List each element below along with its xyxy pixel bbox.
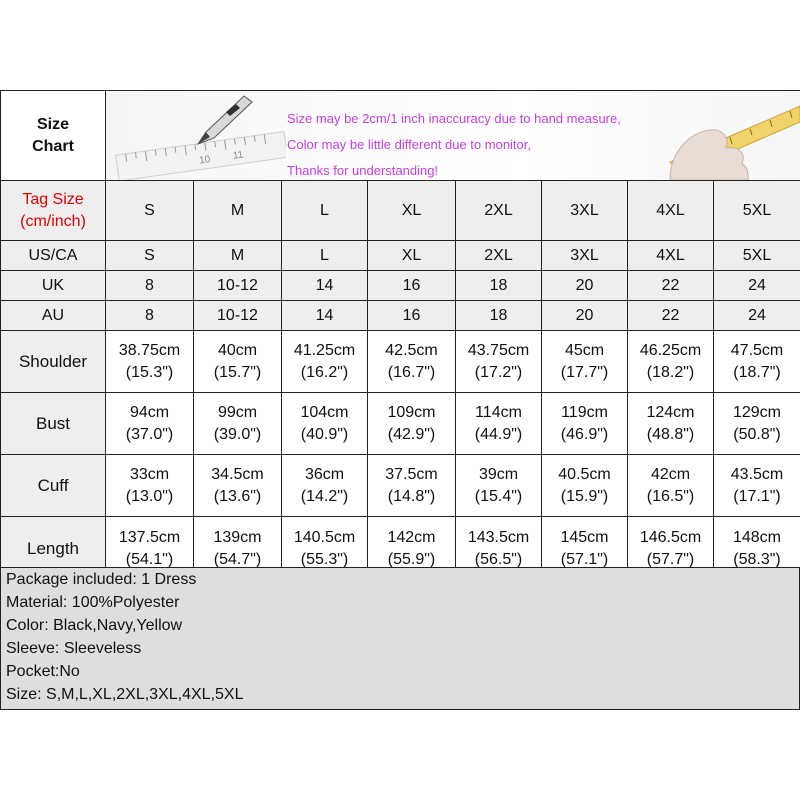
- table-cell: 129cm (50.8"): [714, 393, 800, 455]
- row-label: AU: [1, 301, 106, 331]
- table-cell: 42.5cm (16.7"): [368, 331, 456, 393]
- size-header: L: [282, 181, 368, 241]
- table-cell: 37.5cm (14.8"): [368, 455, 456, 517]
- table-cell: 14: [282, 271, 368, 301]
- table-cell: 20: [542, 271, 628, 301]
- table-cell: 24: [714, 301, 800, 331]
- table-cell: 43.75cm (17.2"): [456, 331, 542, 393]
- table-row: [1, 331, 800, 393]
- table-cell: 41.25cm (16.2"): [282, 331, 368, 393]
- size-header: XL: [368, 181, 456, 241]
- table-cell: 43.5cm (17.1"): [714, 455, 800, 517]
- table-cell: 140.5cm (55.3"): [282, 517, 368, 581]
- table-row: [1, 301, 800, 331]
- table-cell: 38.75cm (15.3"): [106, 331, 194, 393]
- table-cell: 22: [628, 271, 714, 301]
- table-cell: 46.25cm (18.2"): [628, 331, 714, 393]
- table-cell: 139cm (54.7"): [194, 517, 282, 581]
- table-cell: 18: [456, 271, 542, 301]
- table-cell: M: [194, 241, 282, 271]
- table-cell: 146.5cm (57.7"): [628, 517, 714, 581]
- info-size: Size: S,M,L,XL,2XL,3XL,4XL,5XL: [6, 686, 244, 703]
- product-info: [0, 567, 800, 710]
- table-cell: 18: [456, 301, 542, 331]
- table-cell: 114cm (44.9"): [456, 393, 542, 455]
- info-sleeve: Sleeve: Sleeveless: [6, 640, 142, 657]
- info-package: Package included: 1 Dress: [6, 571, 197, 588]
- table-cell: 45cm (17.7"): [542, 331, 628, 393]
- size-header: 5XL: [714, 181, 800, 241]
- banner-row: [1, 91, 800, 181]
- table-cell: 42cm (16.5"): [628, 455, 714, 517]
- ruler-pencil-icon: [106, 92, 286, 180]
- banner: [106, 91, 800, 181]
- table-cell: 10-12: [194, 271, 282, 301]
- table-cell: 16: [368, 301, 456, 331]
- table-cell: 40cm (15.7"): [194, 331, 282, 393]
- table-cell: 4XL: [628, 241, 714, 271]
- table-cell: 14: [282, 301, 368, 331]
- info-pocket: Pocket:No: [6, 663, 80, 680]
- tag-size-row: [1, 181, 800, 241]
- table-cell: 148cm (58.3"): [714, 517, 800, 581]
- table-cell: 143.5cm (56.5"): [456, 517, 542, 581]
- table-cell: L: [282, 241, 368, 271]
- row-label: Length: [1, 517, 106, 581]
- info-material: Material: 100%Polyester: [6, 594, 180, 611]
- row-label: US/CA: [1, 241, 106, 271]
- note-inaccuracy: Size may be 2cm/1 inch inaccuracy due to hand measure,: [287, 110, 621, 126]
- note-thanks: Thanks for understanding!: [287, 162, 439, 178]
- table-row: [1, 393, 800, 455]
- row-label: Shoulder: [1, 331, 106, 393]
- table-cell: 145cm (57.1"): [542, 517, 628, 581]
- size-table: [0, 90, 800, 581]
- size-header: 3XL: [542, 181, 628, 241]
- table-cell: 20: [542, 301, 628, 331]
- table-cell: 40.5cm (15.9"): [542, 455, 628, 517]
- table-cell: 142cm (55.9"): [368, 517, 456, 581]
- size-chart-sheet: [0, 90, 800, 710]
- table-cell: 2XL: [456, 241, 542, 271]
- row-label: UK: [1, 271, 106, 301]
- info-color: Color: Black,Navy,Yellow: [6, 617, 183, 634]
- table-cell: 124cm (48.8"): [628, 393, 714, 455]
- table-cell: 94cm (37.0"): [106, 393, 194, 455]
- svg-text:10: 10: [198, 153, 212, 167]
- size-header: S: [106, 181, 194, 241]
- size-header: M: [194, 181, 282, 241]
- size-chart-title: Size Chart: [1, 91, 106, 181]
- table-cell: 33cm (13.0"): [106, 455, 194, 517]
- table-row: [1, 241, 800, 271]
- banner-image: [106, 92, 800, 180]
- banner-notes: [287, 106, 621, 180]
- table-row: [1, 455, 800, 517]
- table-cell: 16: [368, 271, 456, 301]
- size-header: 4XL: [628, 181, 714, 241]
- size-header: 2XL: [456, 181, 542, 241]
- table-cell: 119cm (46.9"): [542, 393, 628, 455]
- table-cell: 10-12: [194, 301, 282, 331]
- table-cell: 104cm (40.9"): [282, 393, 368, 455]
- row-label: Cuff: [1, 455, 106, 517]
- table-cell: 34.5cm (13.6"): [194, 455, 282, 517]
- svg-text:11: 11: [232, 149, 245, 162]
- table-cell: 47.5cm (18.7"): [714, 331, 800, 393]
- hand-measuring-tape-icon: [650, 92, 800, 180]
- table-cell: 22: [628, 301, 714, 331]
- table-cell: 5XL: [714, 241, 800, 271]
- table-cell: 8: [106, 271, 194, 301]
- table-cell: 24: [714, 271, 800, 301]
- table-cell: 36cm (14.2"): [282, 455, 368, 517]
- table-cell: 137.5cm (54.1"): [106, 517, 194, 581]
- table-cell: XL: [368, 241, 456, 271]
- table-cell: 8: [106, 301, 194, 331]
- table-cell: 39cm (15.4"): [456, 455, 542, 517]
- tag-size-label: Tag Size (cm/inch): [1, 181, 106, 241]
- table-row: [1, 271, 800, 301]
- table-cell: 3XL: [542, 241, 628, 271]
- table-cell: 99cm (39.0"): [194, 393, 282, 455]
- note-color: Color may be little different due to monitor,: [287, 136, 531, 152]
- row-label: Bust: [1, 393, 106, 455]
- table-cell: 109cm (42.9"): [368, 393, 456, 455]
- table-cell: S: [106, 241, 194, 271]
